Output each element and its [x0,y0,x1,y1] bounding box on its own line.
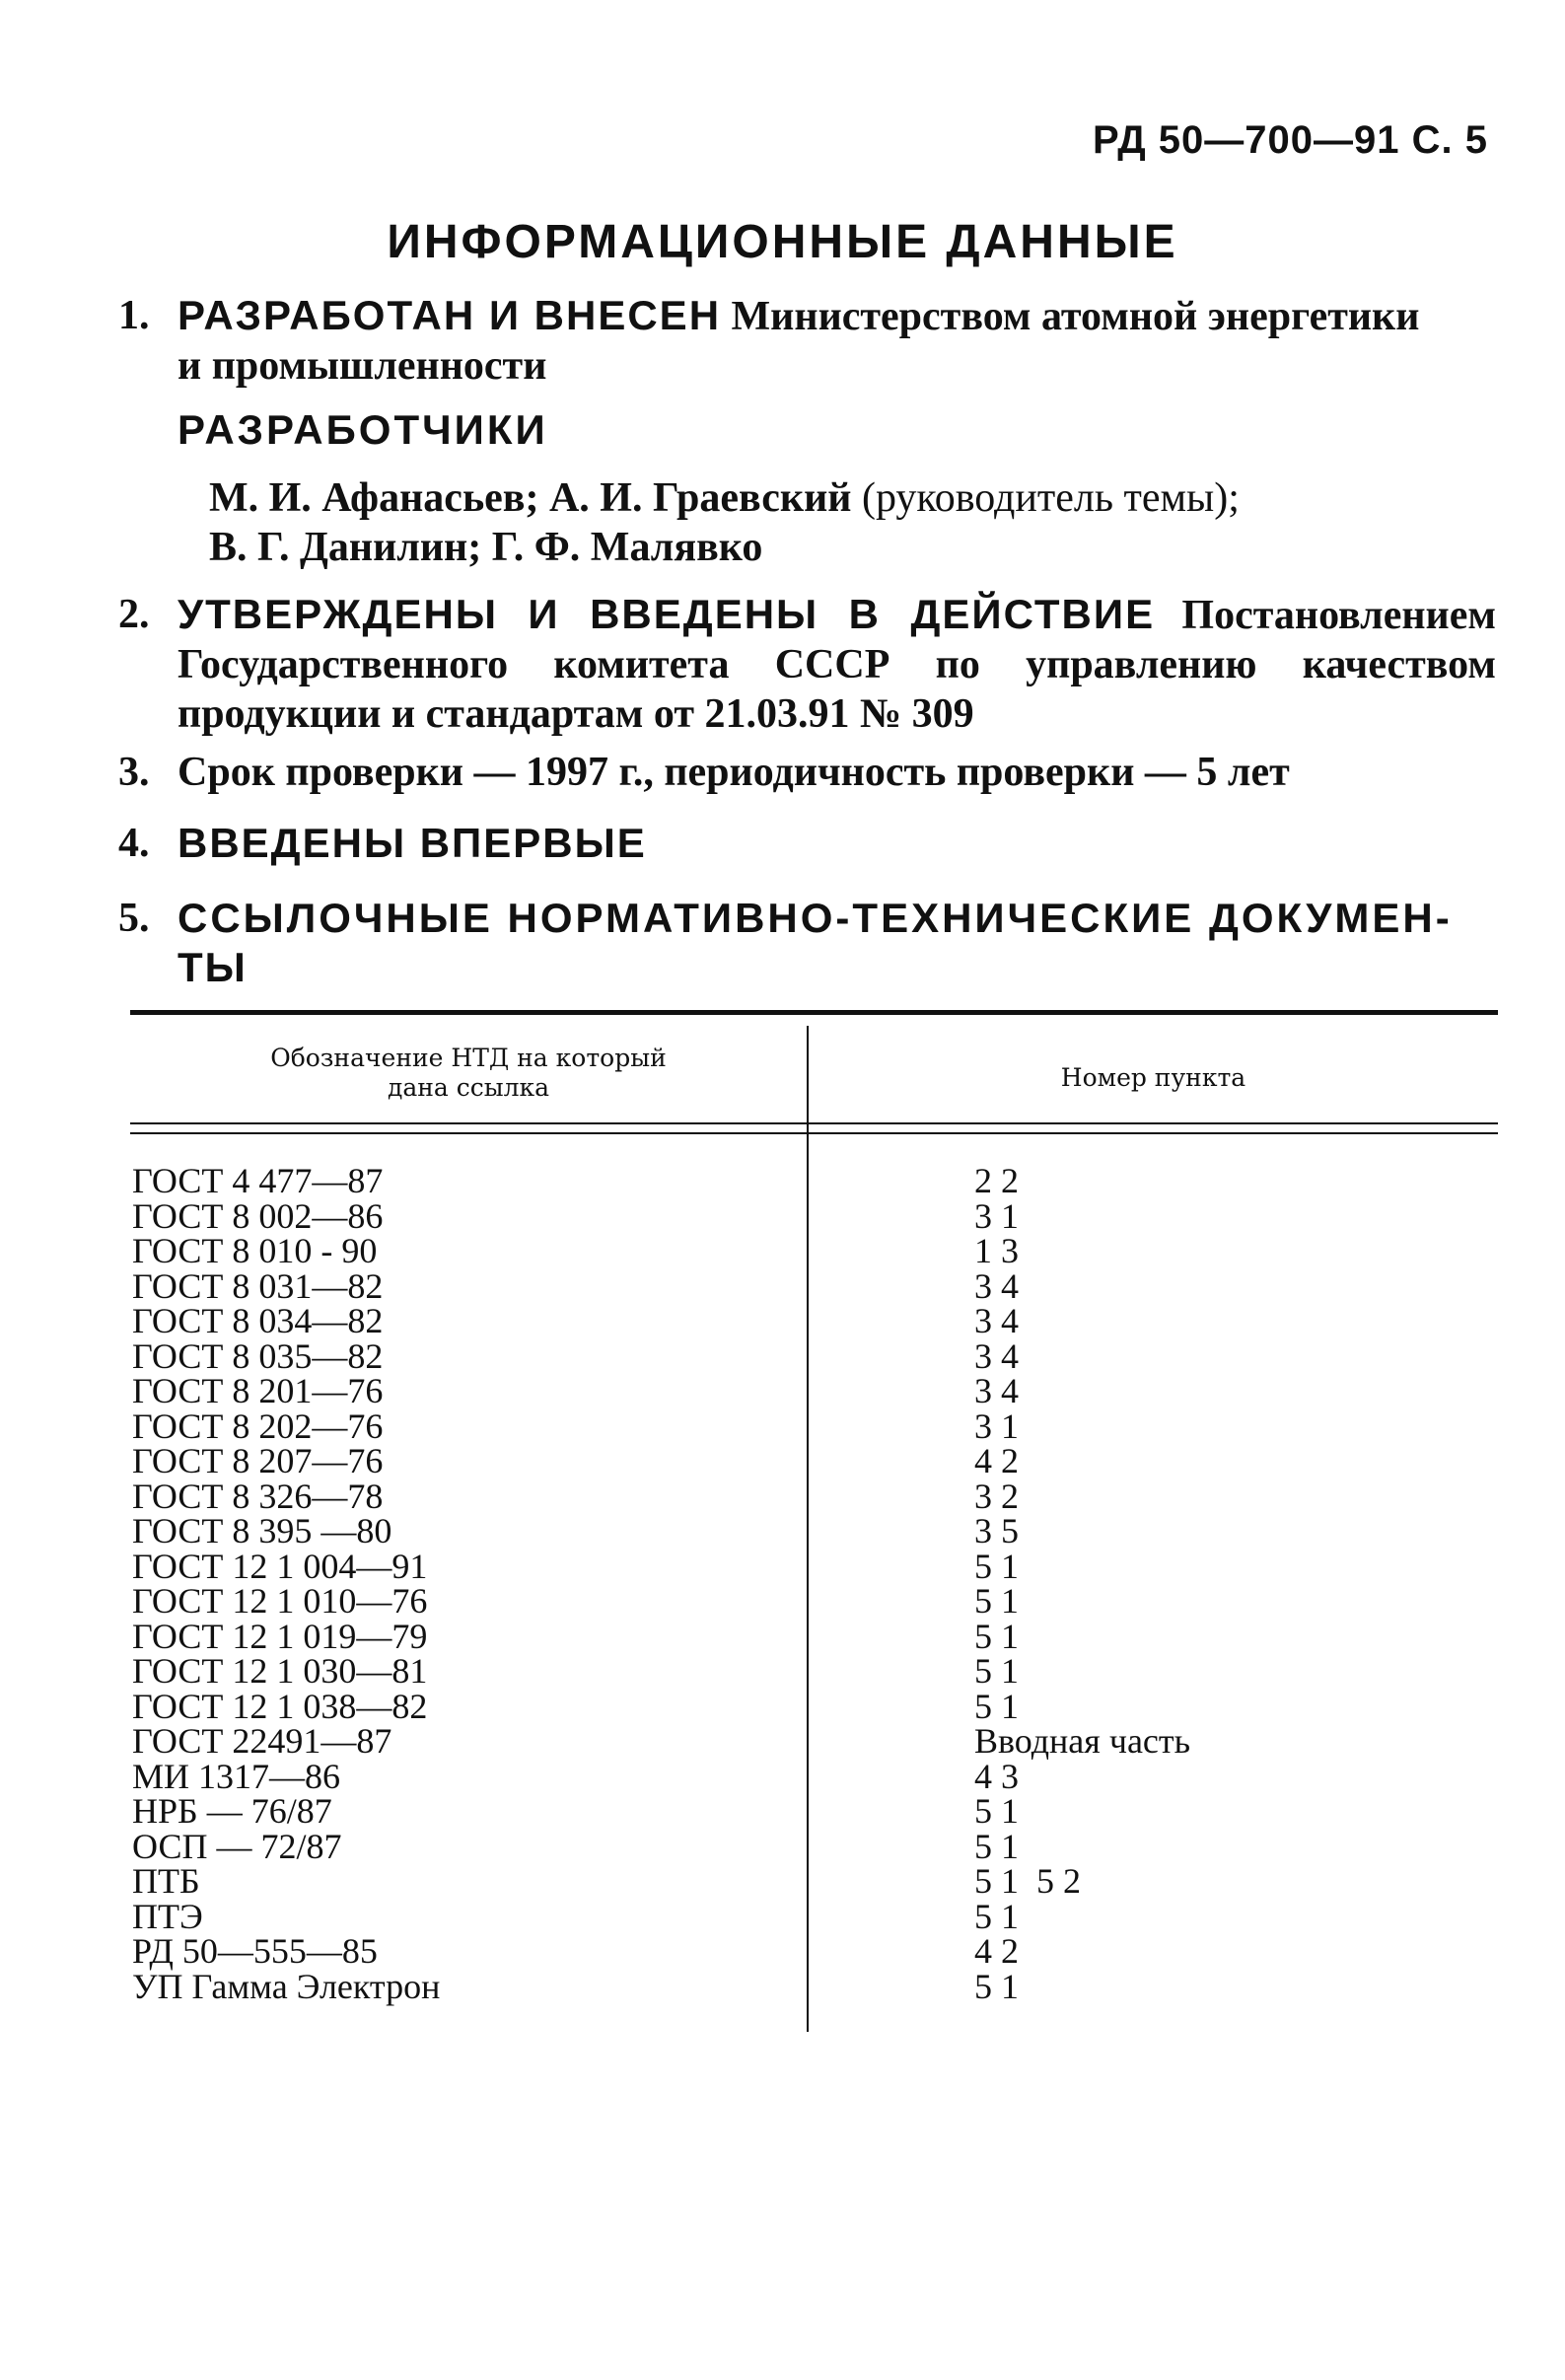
table-cell-clause: 5 1 [974,1686,1019,1726]
item-text: Срок проверки — 1997 г., периодичность проверки — 5 лет [178,750,1290,795]
item-caps-line-2: ТЫ [178,944,248,990]
table-cell-document: ГОСТ 8 395 —80 [132,1511,392,1551]
table-cell-clause: 3 4 [974,1265,1019,1306]
section-item-3 [118,748,1496,797]
table-cell-document: ГОСТ 22491—87 [132,1721,392,1761]
developers-line-1: М. И. Афанасьев; А. И. Граевский [209,475,852,521]
table-cell-clause: Вводная часть [974,1721,1191,1761]
table-cell-clause: 5 1 [974,1651,1019,1691]
table-cell-clause: 5 1 [974,1791,1019,1831]
table-cell-document: ГОСТ 8 031—82 [132,1265,384,1306]
table-cell-document: ГОСТ 12 1 010—76 [132,1581,428,1621]
table-column-clauses [974,1161,1191,2006]
table-cell-document: ГОСТ 12 1 004—91 [132,1546,428,1586]
table-cell-document: ГОСТ 8 202—76 [132,1406,384,1446]
table-cell-clause: 3 5 [974,1511,1019,1551]
item-number: 5. [118,896,150,941]
table-header-designation-line-1: Обозначение НТД на который [270,1044,667,1072]
table-column-divider [807,1026,809,2032]
developers-line-2: В. Г. Данилин; Г. Ф. Малявко [209,525,763,570]
table-cell-clause: 5 1 [974,1826,1019,1866]
table-cell-clause: 3 4 [974,1335,1019,1376]
item-caps: ВВЕДЕНЫ ВПЕРВЫЕ [178,820,647,866]
page-title: ИНФОРМАЦИОННЫЕ ДАННЫЕ [387,216,1178,268]
table-cell-clause: 3 4 [974,1371,1019,1410]
table-cell-document: ГОСТ 12 1 019—79 [132,1616,428,1656]
item-caps: РАЗРАБОТАН И ВНЕСЕН [178,292,722,338]
table-cell-document: ГОСТ 8 201—76 [132,1371,384,1410]
table-cell-document: НРБ — 76/87 [132,1791,332,1831]
table-cell-clause: 1 3 [974,1231,1019,1270]
item-number: 4. [118,821,150,866]
table-cell-clause: 4 2 [974,1931,1019,1971]
table-cell-document: ГОСТ 12 1 038—82 [132,1686,428,1726]
item-text: Постановлением Государственного комитета СССР по управлению качеством продукции и стандартам от 21.03.91 № 309 [178,593,1497,737]
item-number: 1. [118,293,150,338]
section-item-1 [118,291,1496,391]
table-cell-clause: 5 1 [974,1896,1019,1936]
table-cell-clause: 4 2 [974,1441,1019,1480]
table-top-rule [130,1010,1498,1015]
table-header-designation [130,1044,807,1103]
table-cell-clause: 3 4 [974,1301,1019,1340]
table-cell-document: ГОСТ 8 326—78 [132,1476,384,1516]
developers-list [209,473,1240,572]
table-column-documents [132,1161,441,2006]
table-cell-document: ПТЭ [132,1896,203,1936]
table-header-rule-double [130,1132,1498,1134]
table-cell-document: ГОСТ 8 010 - 90 [132,1231,378,1270]
table-cell-clause: 5 1 [974,1616,1019,1656]
developers-heading: РАЗРАБОТЧИКИ [178,406,548,453]
section-item-5 [118,894,1496,992]
item-text-line2: и промышленности [178,343,547,389]
table-cell-clause: 3 1 [974,1195,1019,1236]
table-cell-document: ПТБ [132,1861,200,1901]
developers-line-1-note: (руководитель темы); [861,475,1240,521]
table-cell-clause: 2 2 [974,1161,1019,1200]
item-caps-line-1: ССЫЛОЧНЫЕ НОРМАТИВНО-ТЕХНИЧЕСКИЕ ДОКУМЕН- [178,895,1453,941]
table-cell-document: ГОСТ 8 207—76 [132,1441,384,1480]
section-item-2 [118,590,1496,739]
table-header-rule [130,1122,1498,1124]
item-caps: УТВЕРЖДЕНЫ И ВВЕДЕНЫ В ДЕЙСТВИЕ [178,591,1156,637]
table-cell-document: ГОСТ 4 477—87 [132,1161,384,1200]
table-cell-clause: 5 1 [974,1966,1019,2006]
table-cell-document: УП Гамма Электрон [132,1966,441,2006]
table-cell-clause: 5 1 5 2 [974,1861,1081,1901]
table-cell-clause: 5 1 [974,1546,1019,1586]
item-number: 2. [118,592,150,637]
table-cell-clause: 4 3 [974,1756,1019,1796]
table-cell-document: МИ 1317—86 [132,1756,341,1796]
table-cell-document: ОСП — 72/87 [132,1826,342,1866]
table-cell-document: ГОСТ 8 035—82 [132,1335,384,1376]
table-cell-clause: 3 2 [974,1476,1019,1516]
page-header-ref: РД 50—700—91 С. 5 [1093,118,1488,162]
item-number: 3. [118,750,150,795]
table-cell-document: ГОСТ 12 1 030—81 [132,1651,428,1691]
table-header-designation-line-2: дана ссылка [387,1073,550,1102]
table-cell-document: РД 50—555—85 [132,1931,378,1971]
table-cell-document: ГОСТ 8 002—86 [132,1195,384,1236]
table-cell-clause: 5 1 [974,1581,1019,1621]
table-cell-document: ГОСТ 8 034—82 [132,1301,384,1340]
table-header-clause: Номер пункта [1060,1063,1246,1092]
item-text: Министерством атомной энергетики [731,294,1420,339]
section-item-4 [118,819,1496,869]
table-cell-clause: 3 1 [974,1406,1019,1446]
